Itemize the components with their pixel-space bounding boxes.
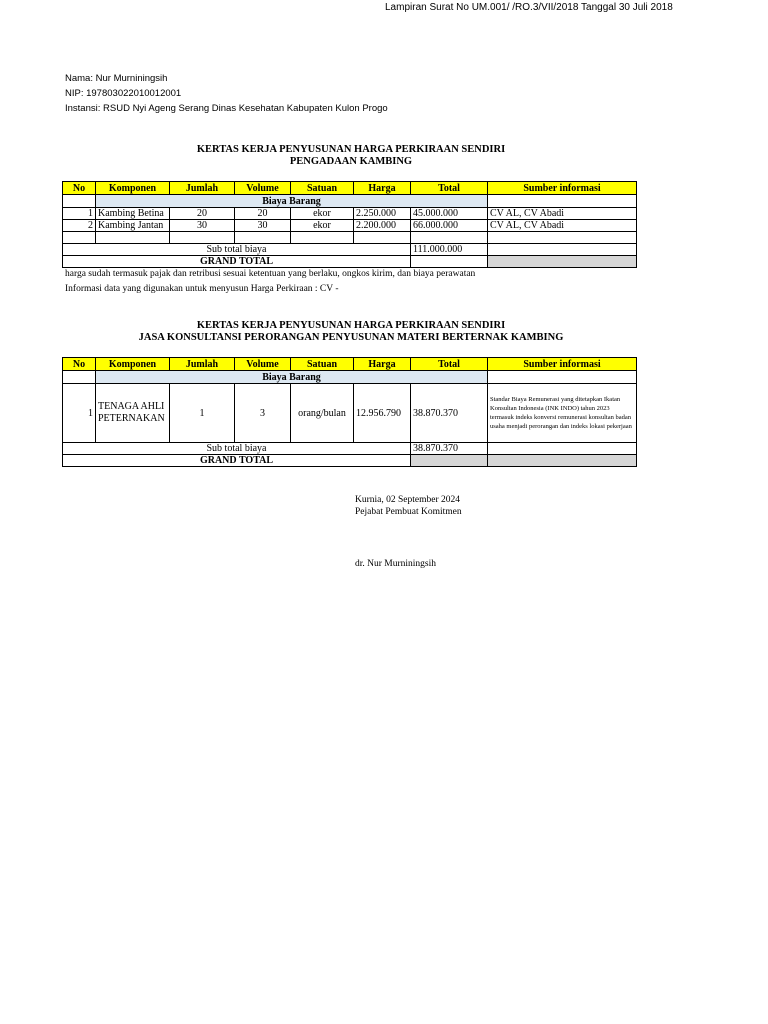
sheet2-header-row [63, 358, 637, 371]
subtotal-label: Sub total biaya [63, 443, 411, 455]
identity-nip: NIP: 197803022010012001 [65, 88, 182, 99]
cell-no: 1 [63, 384, 96, 443]
col-no: No [63, 182, 96, 195]
col-harga: Harga [354, 182, 411, 195]
sheet1-grand-total-row [63, 256, 637, 268]
col-total: Total [411, 358, 488, 371]
sheet1-header-row [63, 182, 637, 195]
table-row [63, 220, 637, 232]
sheet1-table [62, 181, 637, 268]
subtotal-value: 38.870.370 [411, 443, 488, 455]
cell-harga: 2.200.000 [354, 220, 411, 232]
cell-no: 1 [63, 208, 96, 220]
cell-jumlah: 1 [170, 384, 235, 443]
identity-name: Nama: Nur Murniningsih [65, 73, 168, 84]
cell-satuan: orang/bulan [291, 384, 354, 443]
cell-jumlah: 20 [170, 208, 235, 220]
cell-total: 45.000.000 [411, 208, 488, 220]
sheet1-note-pricing: harga sudah termasuk pajak dan retribusi sesuai ketentuan yang berlaku, ongkos kirim, dan biaya perawatan [65, 269, 476, 279]
sheet2-subtitle: JASA KONSULTANSI PERORANGAN PENYUSUNAN MATERI BERTERNAK KAMBING [138, 332, 564, 343]
sheet2-table [62, 357, 637, 467]
col-komponen: Komponen [96, 358, 170, 371]
sheet1-subtotal-row [63, 244, 637, 256]
col-satuan: Satuan [291, 182, 354, 195]
cell-harga: 12.956.790 [354, 384, 411, 443]
sheet1-section-row [63, 195, 637, 208]
sheet2-subtotal-row [63, 443, 637, 455]
identity-instansi: Instansi: RSUD Nyi Ageng Serang Dinas Kesehatan Kabupaten Kulon Progo [65, 103, 388, 114]
cell-satuan: ekor [291, 220, 354, 232]
col-jumlah: Jumlah [170, 358, 235, 371]
komponen-line-2: PETERNAKAN [98, 413, 165, 424]
cell-total: 66.000.000 [411, 220, 488, 232]
col-volume: Volume [235, 182, 291, 195]
col-komponen: Komponen [96, 182, 170, 195]
grand-total-label: GRAND TOTAL [63, 256, 411, 268]
col-total: Total [411, 182, 488, 195]
grand-total-value [411, 455, 488, 467]
subtotal-label: Sub total biaya [63, 244, 411, 256]
grand-total-label: GRAND TOTAL [63, 455, 411, 467]
cell-volume: 30 [235, 220, 291, 232]
col-satuan: Satuan [291, 358, 354, 371]
sheet1-title: KERTAS KERJA PENYUSUNAN HARGA PERKIRAAN SENDIRI [196, 144, 506, 155]
cell-jumlah: 30 [170, 220, 235, 232]
col-sumber: Sumber informasi [488, 182, 637, 195]
col-sumber: Sumber informasi [488, 358, 637, 371]
cell-volume: 3 [235, 384, 291, 443]
komponen-line-1: TENAGA AHLI [98, 401, 165, 412]
cell-volume: 20 [235, 208, 291, 220]
cell-komponen: Kambing Jantan [96, 220, 170, 232]
table-row [63, 384, 637, 443]
cell-satuan: ekor [291, 208, 354, 220]
signature-place-date: Kurnia, 02 September 2024 [355, 495, 461, 505]
cell-sumber: CV AL, CV Abadi [488, 208, 637, 220]
signature-role: Pejabat Pembuat Komitmen [355, 507, 462, 517]
cell-sumber: CV AL, CV Abadi [488, 220, 637, 232]
col-no: No [63, 358, 96, 371]
sheet2-section-row [63, 371, 637, 384]
section-label: Biaya Barang [96, 195, 488, 208]
grand-total-value [411, 256, 488, 268]
subtotal-value: 111.000.000 [411, 244, 488, 256]
sheet1-subtitle: PENGADAAN KAMBING [289, 156, 413, 167]
cell-komponen [96, 384, 170, 443]
signature-name: dr. Nur Murniningsih [355, 559, 437, 569]
col-jumlah: Jumlah [170, 182, 235, 195]
sheet1-note-source: Informasi data yang digunakan untuk menyusun Harga Perkiraan : CV - [65, 284, 339, 294]
col-volume: Volume [235, 358, 291, 371]
cell-no: 2 [63, 220, 96, 232]
cell-total: 38.870.370 [411, 384, 488, 443]
section-label: Biaya Barang [96, 371, 488, 384]
sheet2-grand-total-row [63, 455, 637, 467]
lampiran-header: Lampiran Surat No UM.001/ /RO.3/VII/2018 Tanggal 30 Juli 2018 [385, 2, 673, 13]
cell-komponen: Kambing Betina [96, 208, 170, 220]
table-row [63, 208, 637, 220]
sheet2-title: KERTAS KERJA PENYUSUNAN HARGA PERKIRAAN SENDIRI [196, 320, 506, 331]
cell-harga: 2.250.000 [354, 208, 411, 220]
table-row-empty [63, 232, 637, 244]
cell-sumber: Standar Biaya Remunerasi yang ditetapkan Ikatan Konsultan Indonesia (INK INDO) tahun 2023 termasuk indeks konversi remunerasi konsultan badan usaha menjadi perorangan dan indeks lokasi pekerjaan [488, 384, 637, 443]
col-harga: Harga [354, 358, 411, 371]
